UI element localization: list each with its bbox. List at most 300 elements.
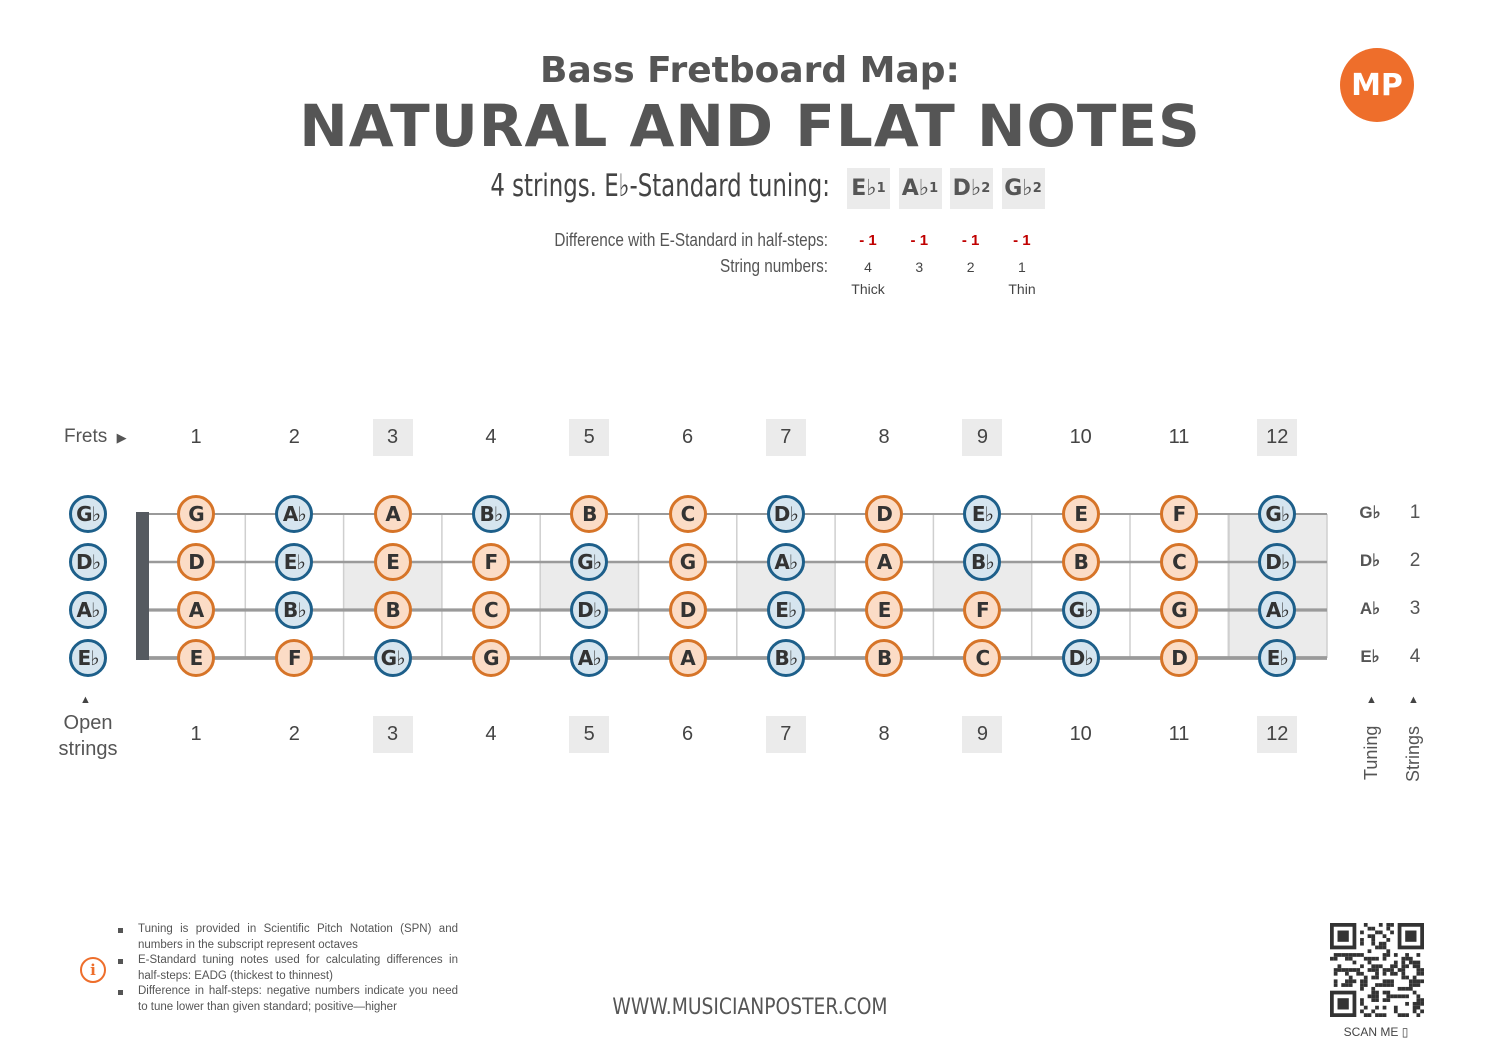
diff-value: - 1 bbox=[859, 232, 877, 249]
fret-note: D♭ bbox=[767, 495, 805, 533]
qr-module bbox=[1341, 968, 1345, 972]
qr-module bbox=[1390, 923, 1394, 927]
nut bbox=[136, 512, 149, 660]
qr-module bbox=[1420, 1009, 1424, 1013]
top-fret-number: 8 bbox=[878, 426, 890, 448]
diff-value: - 1 bbox=[1013, 232, 1031, 249]
qr-module bbox=[1364, 1006, 1368, 1010]
qr-module bbox=[1386, 938, 1390, 942]
fret-note: A bbox=[177, 591, 215, 629]
fret-note: A bbox=[669, 639, 707, 677]
open-string-note: A♭ bbox=[69, 591, 107, 629]
qr-module bbox=[1375, 1013, 1379, 1017]
fret-note: A bbox=[374, 495, 412, 533]
tuning-note: A♭ bbox=[901, 176, 930, 201]
qr-module bbox=[1375, 931, 1379, 935]
bottom-fret-number: 9 bbox=[962, 716, 1002, 753]
qr-module bbox=[1349, 953, 1353, 957]
qr-module bbox=[1360, 983, 1364, 987]
qr-module bbox=[1383, 1006, 1387, 1010]
qr-module bbox=[1394, 953, 1398, 957]
top-fret-number: 1 bbox=[190, 426, 202, 448]
tuning-note: E♭ bbox=[851, 176, 877, 201]
qr-module bbox=[1371, 1009, 1375, 1013]
open-label-line1: Open bbox=[63, 712, 113, 734]
qr-module bbox=[1368, 927, 1372, 931]
qr-module bbox=[1345, 968, 1349, 972]
open-string-note: E♭ bbox=[69, 639, 107, 677]
diff-value: - 1 bbox=[910, 232, 929, 249]
fret-note: D bbox=[177, 543, 215, 581]
qr-module bbox=[1383, 972, 1387, 976]
qr-module bbox=[1379, 931, 1383, 935]
qr-module bbox=[1405, 953, 1409, 957]
qr-module bbox=[1398, 994, 1402, 998]
scan-label-text: SCAN ME bbox=[1343, 1025, 1399, 1039]
right-string-number: 1 bbox=[1409, 502, 1421, 523]
qr-module bbox=[1409, 983, 1413, 987]
triangle-right-icon: ▶ bbox=[116, 430, 127, 445]
top-fret-number: 12 bbox=[1257, 419, 1297, 456]
qr-module bbox=[1371, 927, 1375, 931]
qr-module bbox=[1386, 983, 1390, 987]
qr-module bbox=[1371, 934, 1375, 938]
qr-module bbox=[1375, 994, 1379, 998]
qr-module bbox=[1375, 991, 1379, 995]
qr-module bbox=[1375, 983, 1379, 987]
fret-note: D♭ bbox=[1258, 543, 1296, 581]
qr-module bbox=[1364, 983, 1368, 987]
qr-module bbox=[1401, 964, 1405, 968]
qr-module bbox=[1409, 979, 1413, 983]
qr-module bbox=[1398, 987, 1402, 991]
right-tuning-note: A♭ bbox=[1359, 599, 1381, 618]
qr-module bbox=[1383, 957, 1387, 961]
fret-note: E♭ bbox=[275, 543, 313, 581]
qr-module bbox=[1413, 961, 1417, 965]
fret-note: F bbox=[963, 591, 1001, 629]
qr-module bbox=[1413, 1009, 1417, 1013]
qr-module bbox=[1413, 1002, 1417, 1006]
bottom-fret-number: 4 bbox=[485, 723, 497, 745]
qr-module bbox=[1413, 1006, 1417, 1010]
qr-module bbox=[1383, 979, 1387, 983]
qr-module bbox=[1349, 979, 1353, 983]
bottom-fret-number: 5 bbox=[569, 716, 609, 753]
footer-note: E-Standard tuning notes used for calculating differences in half-steps: EADG (thickest to thinnest) bbox=[118, 953, 458, 984]
top-fret-number: 5 bbox=[569, 419, 609, 456]
qr-module bbox=[1386, 998, 1390, 1002]
qr-module bbox=[1420, 1002, 1424, 1006]
qr-module bbox=[1405, 1013, 1409, 1017]
tuning-octave: 2 bbox=[1032, 181, 1042, 196]
qr-module bbox=[1379, 964, 1383, 968]
fret-note: B♭ bbox=[472, 495, 510, 533]
website-link[interactable]: WWW.MUSICIANPOSTER.COM bbox=[612, 995, 888, 1020]
qr-module bbox=[1383, 946, 1387, 950]
qr-module bbox=[1356, 972, 1360, 976]
tuning-label: 4 strings. E♭-Standard tuning: bbox=[490, 168, 830, 204]
qr-module bbox=[1413, 991, 1417, 995]
tuning-octave: 2 bbox=[981, 181, 991, 196]
qr-module bbox=[1364, 979, 1368, 983]
qr-module bbox=[1420, 968, 1424, 972]
qr-module bbox=[1401, 972, 1405, 976]
qr-module bbox=[1368, 1013, 1372, 1017]
right-tuning-note: E♭ bbox=[1360, 647, 1380, 666]
qr-module bbox=[1420, 979, 1424, 983]
qr-module bbox=[1416, 979, 1420, 983]
qr-module bbox=[1405, 994, 1409, 998]
fret-note: G bbox=[1160, 591, 1198, 629]
qr-module bbox=[1379, 946, 1383, 950]
qr-module bbox=[1353, 979, 1357, 983]
qr-module bbox=[1413, 983, 1417, 987]
qr-module bbox=[1401, 976, 1405, 980]
qr-module bbox=[1368, 961, 1372, 965]
qr-module bbox=[1349, 957, 1353, 961]
top-fret-number: 4 bbox=[485, 426, 497, 448]
qr-module bbox=[1383, 953, 1387, 957]
fret-note: G bbox=[177, 495, 215, 533]
qr-module bbox=[1390, 983, 1394, 987]
qr-module bbox=[1416, 968, 1420, 972]
qr-module bbox=[1420, 998, 1424, 1002]
qr-module bbox=[1409, 961, 1413, 965]
qr-module bbox=[1401, 1013, 1405, 1017]
bottom-fret-number: 6 bbox=[681, 723, 694, 745]
footer-note: Tuning is provided in Scientific Pitch Notation (SPN) and numbers in the subscript represent octaves bbox=[118, 922, 458, 953]
qr-module bbox=[1371, 998, 1375, 1002]
qr-module bbox=[1383, 983, 1387, 987]
qr-module bbox=[1394, 1006, 1398, 1010]
top-fret-number: 11 bbox=[1168, 426, 1190, 448]
info-icon: i bbox=[80, 957, 106, 983]
qr-module bbox=[1360, 987, 1364, 991]
qr-module bbox=[1386, 994, 1390, 998]
top-fret-number: 3 bbox=[373, 419, 413, 456]
qr-module bbox=[1345, 957, 1349, 961]
string-number: 3 bbox=[915, 259, 924, 275]
qr-module bbox=[1386, 949, 1390, 953]
qr-module bbox=[1405, 957, 1409, 961]
qr-module bbox=[1341, 953, 1345, 957]
qr-module bbox=[1345, 979, 1349, 983]
right-string-number: 4 bbox=[1409, 646, 1421, 667]
qr-module bbox=[1360, 938, 1364, 942]
bottom-fret-number: 8 bbox=[878, 723, 890, 745]
bottom-fret-number: 2 bbox=[288, 723, 300, 745]
qr-module bbox=[1360, 1009, 1364, 1013]
fret-note: C bbox=[472, 591, 510, 629]
right-tuning-note: G♭ bbox=[1359, 503, 1381, 522]
qr-module bbox=[1416, 983, 1420, 987]
qr-module bbox=[1371, 968, 1375, 972]
qr-module bbox=[1334, 968, 1338, 972]
qr-module bbox=[1409, 987, 1413, 991]
qr-module bbox=[1386, 927, 1390, 931]
qr-module bbox=[1349, 983, 1353, 987]
top-fret-number: 2 bbox=[288, 426, 300, 448]
qr-module bbox=[1375, 1006, 1379, 1010]
qr-module bbox=[1405, 987, 1409, 991]
qr-module bbox=[1383, 968, 1387, 972]
qr-module bbox=[1338, 968, 1342, 972]
bottom-fret-number: 10 bbox=[1069, 723, 1092, 745]
bottom-fret-number: 3 bbox=[373, 716, 413, 753]
fret-note: B♭ bbox=[275, 591, 313, 629]
qr-module bbox=[1401, 957, 1405, 961]
bottom-fret-number: 11 bbox=[1168, 723, 1190, 745]
fret-note: E bbox=[177, 639, 215, 677]
qr-module bbox=[1413, 979, 1417, 983]
qr-module bbox=[1334, 957, 1338, 961]
qr-module bbox=[1360, 979, 1364, 983]
qr-module bbox=[1386, 979, 1390, 983]
qr-module bbox=[1401, 987, 1405, 991]
qr-module bbox=[1375, 976, 1379, 980]
qr-module bbox=[1338, 931, 1349, 942]
qr-module bbox=[1375, 964, 1379, 968]
qr-module bbox=[1416, 1013, 1420, 1017]
fret-note: E bbox=[865, 591, 903, 629]
tuning-octave: 1 bbox=[876, 181, 886, 196]
qr-module bbox=[1386, 923, 1390, 927]
fret-note: F bbox=[1160, 495, 1198, 533]
qr-module bbox=[1390, 964, 1394, 968]
qr-module bbox=[1349, 968, 1353, 972]
qr-module bbox=[1360, 972, 1364, 976]
qr-module bbox=[1405, 964, 1409, 968]
triangle-up-icon: ▲ bbox=[1408, 694, 1419, 706]
poster-subtitle: NATURAL AND FLAT NOTES bbox=[299, 92, 1201, 160]
qr-module bbox=[1416, 1006, 1420, 1010]
qr-module bbox=[1360, 998, 1364, 1002]
qr-module bbox=[1338, 953, 1342, 957]
fret-note: G♭ bbox=[1062, 591, 1100, 629]
qr-module bbox=[1345, 953, 1349, 957]
qr-module bbox=[1371, 976, 1375, 980]
qr-module bbox=[1356, 953, 1360, 957]
qr-module bbox=[1345, 972, 1349, 976]
qr-module bbox=[1383, 1013, 1387, 1017]
top-fret-number: 9 bbox=[962, 419, 1002, 456]
fret-note: B♭ bbox=[767, 639, 805, 677]
qr-module bbox=[1371, 957, 1375, 961]
right-string-number: 3 bbox=[1409, 598, 1421, 619]
qr-module bbox=[1390, 931, 1394, 935]
qr-module bbox=[1353, 953, 1357, 957]
fret-note: G♭ bbox=[1258, 495, 1296, 533]
qr-module bbox=[1345, 983, 1349, 987]
qr-module bbox=[1371, 987, 1375, 991]
qr-module bbox=[1368, 968, 1372, 972]
qr-module bbox=[1334, 979, 1338, 983]
qr-module bbox=[1379, 923, 1383, 927]
qr-module bbox=[1405, 1002, 1409, 1006]
fret-note: E bbox=[374, 543, 412, 581]
fret-note: A♭ bbox=[767, 543, 805, 581]
fret-note: G bbox=[472, 639, 510, 677]
qr-module bbox=[1383, 998, 1387, 1002]
qr-module bbox=[1371, 942, 1375, 946]
fret-inlay-shade bbox=[1228, 514, 1327, 658]
fret-note: C bbox=[1160, 543, 1198, 581]
qr-module bbox=[1360, 942, 1364, 946]
qr-module bbox=[1334, 983, 1338, 987]
qr-module bbox=[1364, 1013, 1368, 1017]
phone-icon: ▯ bbox=[1401, 1025, 1409, 1039]
fret-note: E♭ bbox=[963, 495, 1001, 533]
fret-note: E bbox=[1062, 495, 1100, 533]
string-number: 2 bbox=[966, 259, 975, 275]
fret-note: D bbox=[669, 591, 707, 629]
qr-module bbox=[1364, 957, 1368, 961]
qr-module bbox=[1368, 994, 1372, 998]
qr-module bbox=[1360, 1002, 1364, 1006]
qr-module bbox=[1364, 923, 1368, 927]
qr-module bbox=[1416, 998, 1420, 1002]
qr-module bbox=[1334, 953, 1338, 957]
qr-code[interactable] bbox=[1330, 923, 1424, 1017]
qr-module bbox=[1394, 961, 1398, 965]
fret-note: B bbox=[1062, 543, 1100, 581]
fret-note: A♭ bbox=[1258, 591, 1296, 629]
qr-module bbox=[1375, 946, 1379, 950]
qr-module bbox=[1379, 1013, 1383, 1017]
qr-module bbox=[1394, 1009, 1398, 1013]
poster-title: Bass Fretboard Map: bbox=[540, 50, 960, 91]
qr-module bbox=[1379, 983, 1383, 987]
bottom-fret-number: 12 bbox=[1257, 716, 1297, 753]
qr-module bbox=[1360, 953, 1364, 957]
qr-module bbox=[1341, 983, 1345, 987]
qr-module bbox=[1375, 968, 1379, 972]
qr-module bbox=[1360, 964, 1364, 968]
qr-module bbox=[1416, 1002, 1420, 1006]
qr-module bbox=[1368, 949, 1372, 953]
qr-module bbox=[1349, 976, 1353, 980]
qr-module bbox=[1405, 976, 1409, 980]
triangle-up-icon: ▲ bbox=[80, 694, 91, 706]
qr-module bbox=[1386, 991, 1390, 995]
open-strings-label bbox=[50, 710, 126, 762]
fret-note: E♭ bbox=[767, 591, 805, 629]
fret-note: B bbox=[570, 495, 608, 533]
qr-module bbox=[1416, 972, 1420, 976]
tuning-note: G♭ bbox=[1004, 176, 1033, 201]
frets-label-text: Frets bbox=[64, 426, 108, 447]
qr-module bbox=[1401, 968, 1405, 972]
qr-module bbox=[1416, 953, 1420, 957]
fret-note: D bbox=[865, 495, 903, 533]
string-number: 4 bbox=[864, 259, 872, 275]
fret-note: F bbox=[275, 639, 313, 677]
qr-module bbox=[1368, 957, 1372, 961]
qr-module bbox=[1409, 957, 1413, 961]
qr-module bbox=[1356, 968, 1360, 972]
qr-module bbox=[1371, 994, 1375, 998]
open-label-line2: strings bbox=[58, 738, 118, 760]
qr-module bbox=[1390, 994, 1394, 998]
fret-note: B bbox=[374, 591, 412, 629]
qr-module bbox=[1416, 964, 1420, 968]
qr-module bbox=[1383, 942, 1387, 946]
qr-module bbox=[1371, 964, 1375, 968]
fret-note: G bbox=[669, 543, 707, 581]
qr-module bbox=[1368, 934, 1372, 938]
tuning-octave: 1 bbox=[929, 181, 939, 196]
open-string-note: D♭ bbox=[69, 543, 107, 581]
fret-note: D♭ bbox=[1062, 639, 1100, 677]
qr-module bbox=[1383, 934, 1387, 938]
fret-note: D bbox=[1160, 639, 1198, 677]
tuning-caption: Tuning bbox=[1361, 725, 1381, 780]
qr-module bbox=[1401, 994, 1405, 998]
qr-module bbox=[1413, 964, 1417, 968]
qr-module bbox=[1330, 957, 1334, 961]
string-numbers-label: String numbers: bbox=[719, 256, 828, 276]
fret-note: B bbox=[865, 639, 903, 677]
scan-me-label bbox=[1326, 1025, 1426, 1039]
thick-label: Thick bbox=[851, 281, 885, 297]
fret-note: C bbox=[963, 639, 1001, 677]
qr-module bbox=[1401, 961, 1405, 965]
qr-module bbox=[1375, 998, 1379, 1002]
qr-module bbox=[1416, 994, 1420, 998]
right-tuning-note: D♭ bbox=[1359, 551, 1381, 570]
diff-label: Difference with E-Standard in half-steps: bbox=[554, 230, 828, 250]
fret-note: A♭ bbox=[275, 495, 313, 533]
qr-module bbox=[1383, 991, 1387, 995]
top-fret-number: 6 bbox=[681, 426, 694, 448]
fret-note: A bbox=[865, 543, 903, 581]
qr-module bbox=[1394, 964, 1398, 968]
logo: MP bbox=[1340, 48, 1414, 122]
fret-note: D♭ bbox=[570, 591, 608, 629]
fret-note: E♭ bbox=[1258, 639, 1296, 677]
qr-module bbox=[1398, 1013, 1402, 1017]
qr-module bbox=[1413, 976, 1417, 980]
fret-note: C bbox=[669, 495, 707, 533]
qr-module bbox=[1405, 931, 1416, 942]
top-fret-number: 10 bbox=[1069, 426, 1092, 448]
qr-module bbox=[1390, 968, 1394, 972]
fret-note: B♭ bbox=[963, 543, 1001, 581]
qr-module bbox=[1390, 972, 1394, 976]
qr-module bbox=[1338, 964, 1342, 968]
qr-module bbox=[1420, 972, 1424, 976]
qr-module bbox=[1379, 942, 1383, 946]
qr-module bbox=[1375, 957, 1379, 961]
qr-module bbox=[1386, 953, 1390, 957]
fret-note: F bbox=[472, 543, 510, 581]
open-string-note: G♭ bbox=[69, 495, 107, 533]
qr-module bbox=[1386, 968, 1390, 972]
triangle-up-icon: ▲ bbox=[1366, 694, 1377, 706]
qr-module bbox=[1390, 979, 1394, 983]
string-number: 1 bbox=[1017, 259, 1026, 275]
qr-module bbox=[1371, 991, 1375, 995]
qr-module bbox=[1338, 998, 1349, 1009]
qr-module bbox=[1394, 972, 1398, 976]
top-fret-number: 7 bbox=[766, 419, 806, 456]
tuning-note: D♭ bbox=[952, 176, 982, 201]
qr-module bbox=[1416, 961, 1420, 965]
qr-module bbox=[1364, 976, 1368, 980]
bottom-fret-number: 7 bbox=[766, 716, 806, 753]
strings-caption: Strings bbox=[1403, 725, 1423, 782]
